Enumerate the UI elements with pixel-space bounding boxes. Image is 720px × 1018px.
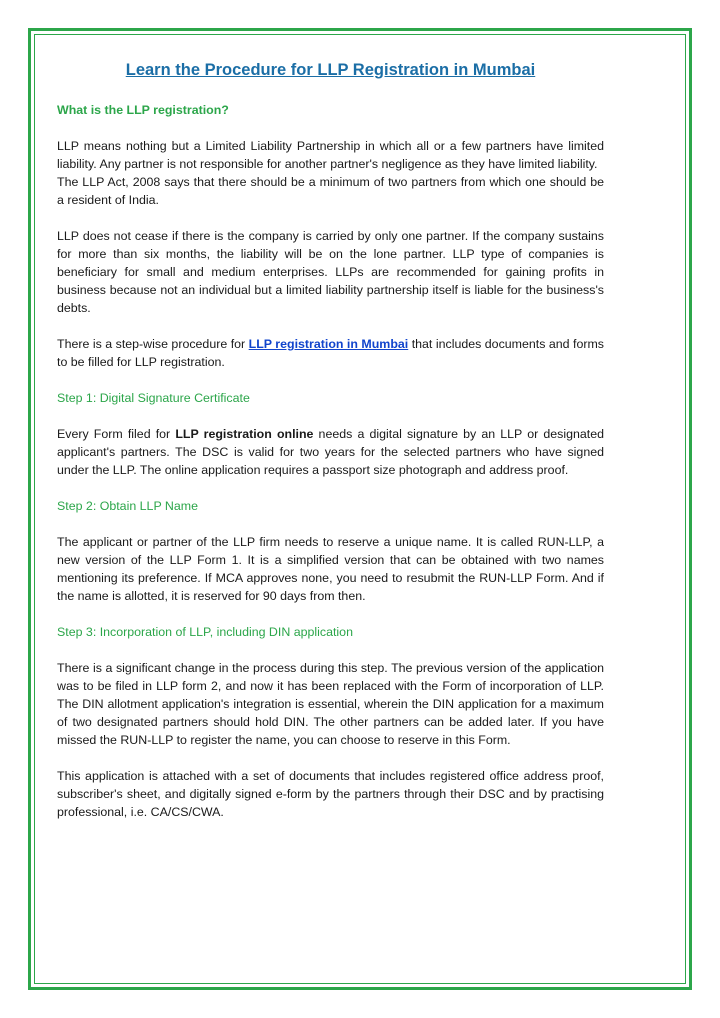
llp-registration-mumbai-link[interactable]: LLP registration in Mumbai (248, 337, 409, 351)
page-title: Learn the Procedure for LLP Registration in Mumbai (125, 61, 536, 79)
paragraph-llp-act: The LLP Act, 2008 says that there should be a minimum of two partners from which one should be a resident of India. (57, 175, 604, 207)
step1-text-before: Every Form filed for (57, 427, 176, 441)
paragraph-step1 (57, 425, 604, 479)
step2-heading: Step 2: Obtain LLP Name (57, 499, 198, 513)
intro-text-after: that includes documents and forms to be filled for LLP registration. (57, 337, 604, 369)
paragraph-procedure-intro (57, 335, 604, 371)
document-body (57, 59, 604, 839)
step1-heading: Step 1: Digital Signature Certificate (57, 391, 250, 405)
step1-bold-text: LLP registration online (175, 427, 314, 441)
step3-heading: Step 3: Incorporation of LLP, including DIN application (57, 625, 353, 639)
paragraph-step3: There is a significant change in the process during this step. The previous version of the application was to be filed in LLP form 2, and now it has been replaced with the Form of incorporation of LLP. The DIN allotment application's integration is essential, wherein the DIN application for a maximum of two designated partners should hold DIN. The other partners can be added later. If you have missed the RUN-LLP to register the name, you can choose to reserve in this Form. (57, 661, 604, 747)
step1-text-after: needs a digital signature by an LLP or designated applicant's partners. The DSC is valid for two years for the selected partners who have signed under the LLP. The online application requires a passport size photograph and address proof. (57, 427, 604, 477)
paragraph-step2: The applicant or partner of the LLP firm needs to reserve a unique name. It is called RUN-LLP, a new version of the LLP Form 1. It is a simplified version that can be obtained with two names mentioning its preference. If MCA approves none, you need to resubmit the RUN-LLP Form. And if the name is allotted, it is reserved for 90 days from then. (57, 535, 604, 603)
paragraph-step3-documents: This application is attached with a set of documents that includes registered office address proof, subscriber's sheet, and digitally signed e-form by the partners through their DSC and by practising professional, i.e. CA/CS/CWA. (57, 769, 604, 819)
paragraph-llp-liability: LLP does not cease if there is the company is carried by only one partner. If the company sustains for more than six months, the liability will be on the lone partner. LLP type of companies is beneficiary for small and medium enterprises. LLPs are recommended for gaining profits in business because not an individual but a limited liability partnership itself is liable for the business's debts. (57, 229, 604, 315)
section-question: What is the LLP registration? (57, 103, 229, 117)
intro-text-before: There is a step-wise procedure for (57, 337, 249, 351)
paragraph-llp-definition: LLP means nothing but a Limited Liability Partnership in which all or a few partners have limited liability. Any partner is not responsible for another partner's negligence as they have limited liability. (57, 139, 604, 171)
